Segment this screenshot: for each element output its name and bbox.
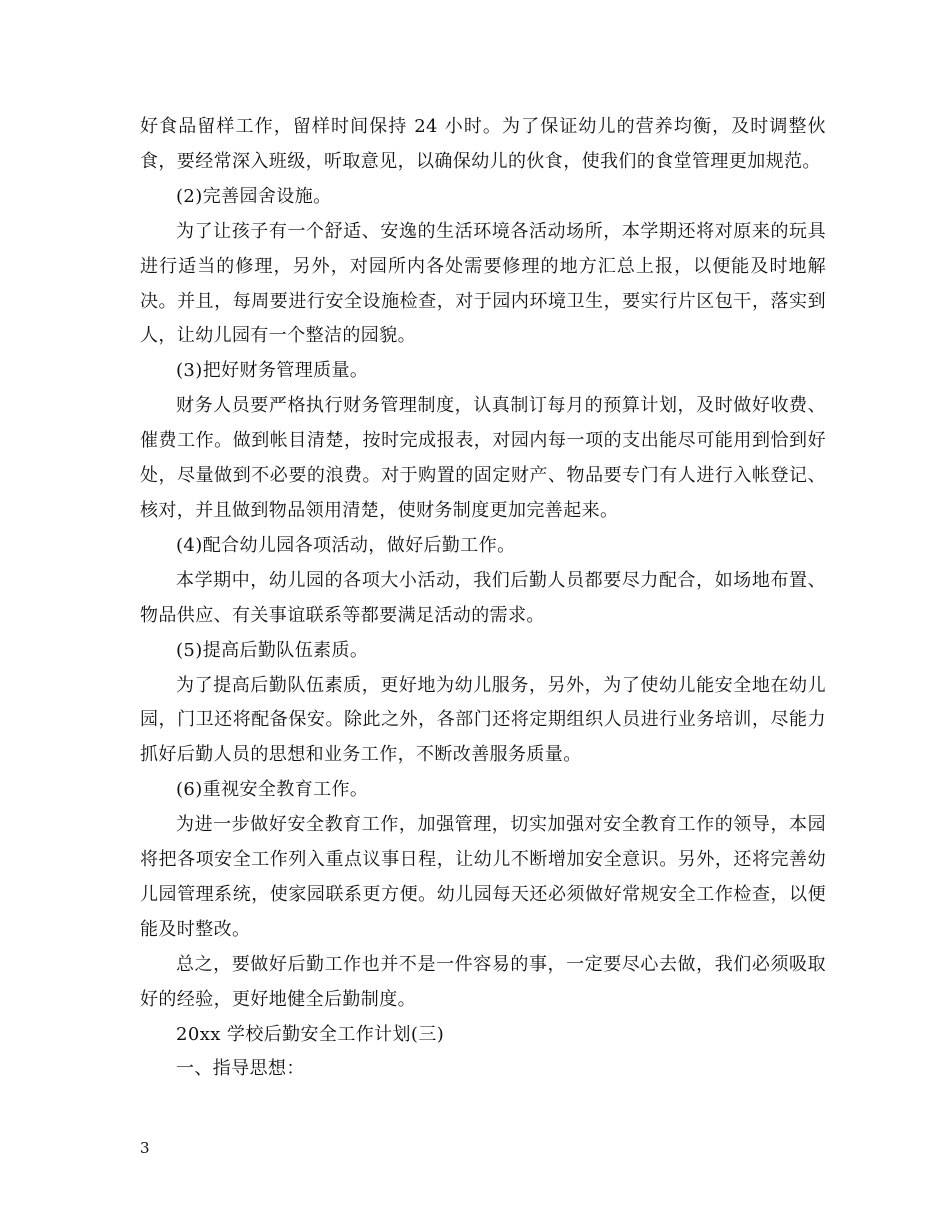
paragraph-4-heading: (3)把好财务管理质量。 — [176, 360, 369, 382]
paragraph-5: 财务人员要严格执行财务管理制度，认真制订每月的预算计划，及时做好收费、催费工作。做到帐目清楚，按时完成报表，对园内每一项的支出能尽可能用到恰到好处，尽量做到不必要的浪费。对于购置的固定财产、物品要专门有人进行入帐登记、核对，并且做到物品领用清楚，使财务制度更加完善起来。 — [140, 395, 826, 521]
paragraph-3: 为了让孩子有一个舒适、安逸的生活环境各活动场所，本学期还将对原来的玩具进行适当的修理，另外，对园所内各处需要修理的地方汇总上报，以便能及时地解决。并且，每周要进行安全设施检查，对于园内环境卫生，要实行片区包干，落实到人，让幼儿园有一个整洁的园貌。 — [140, 220, 826, 347]
section-heading: 一、指导思想： — [176, 1058, 305, 1080]
document-body — [140, 110, 826, 1087]
paragraph-2-heading: (2)完善园舍设施。 — [176, 185, 332, 207]
paragraph-8-heading: (5)提高后勤队伍素质。 — [176, 639, 369, 661]
paragraph-7: 本学期中，幼儿园的各项大小活动，我们后勤人员都要尽力配合，如场地布置、物品供应、有关事谊联系等都要满足活动的需求。 — [140, 569, 826, 626]
section-title: 20xx 学校后勤安全工作计划(三) — [176, 1023, 445, 1045]
paragraph-6-heading: (4)配合幼儿园各项活动，做好后勤工作。 — [176, 534, 516, 556]
paragraph-9: 为了提高后勤队伍素质，更好地为幼儿服务，另外，为了使幼儿能安全地在幼儿园，门卫还将配备保安。除此之外，各部门还将定期组织人员进行业务培训，尽能力抓好后勤人员的思想和业务工作，不断改善服务质量。 — [140, 674, 826, 766]
paragraph-1: 好食品留样工作，留样时间保持 24 小时。为了保证幼儿的营养均衡，及时调整伙食，要经常深入班级，听取意见，以确保幼儿的伙食，使我们的食堂管理更加规范。 — [140, 116, 826, 172]
paragraph-11: 为进一步做好安全教育工作，加强管理，切实加强对安全教育工作的领导，本园将把各项安全工作列入重点议事日程，让幼儿不断增加安全意识。另外，还将完善幼儿园管理系统，使家园联系更方便。幼儿园每天还必须做好常规安全工作检查，以便能及时整改。 — [140, 814, 826, 940]
paragraph-10-heading: (6)重视安全教育工作。 — [176, 779, 369, 801]
paragraph-12: 总之，要做好后勤工作也并不是一件容易的事，一定要尽心去做，我们必须吸取好的经验，更好地健全后勤制度。 — [140, 953, 826, 1010]
page-number: 3 — [140, 1139, 150, 1157]
